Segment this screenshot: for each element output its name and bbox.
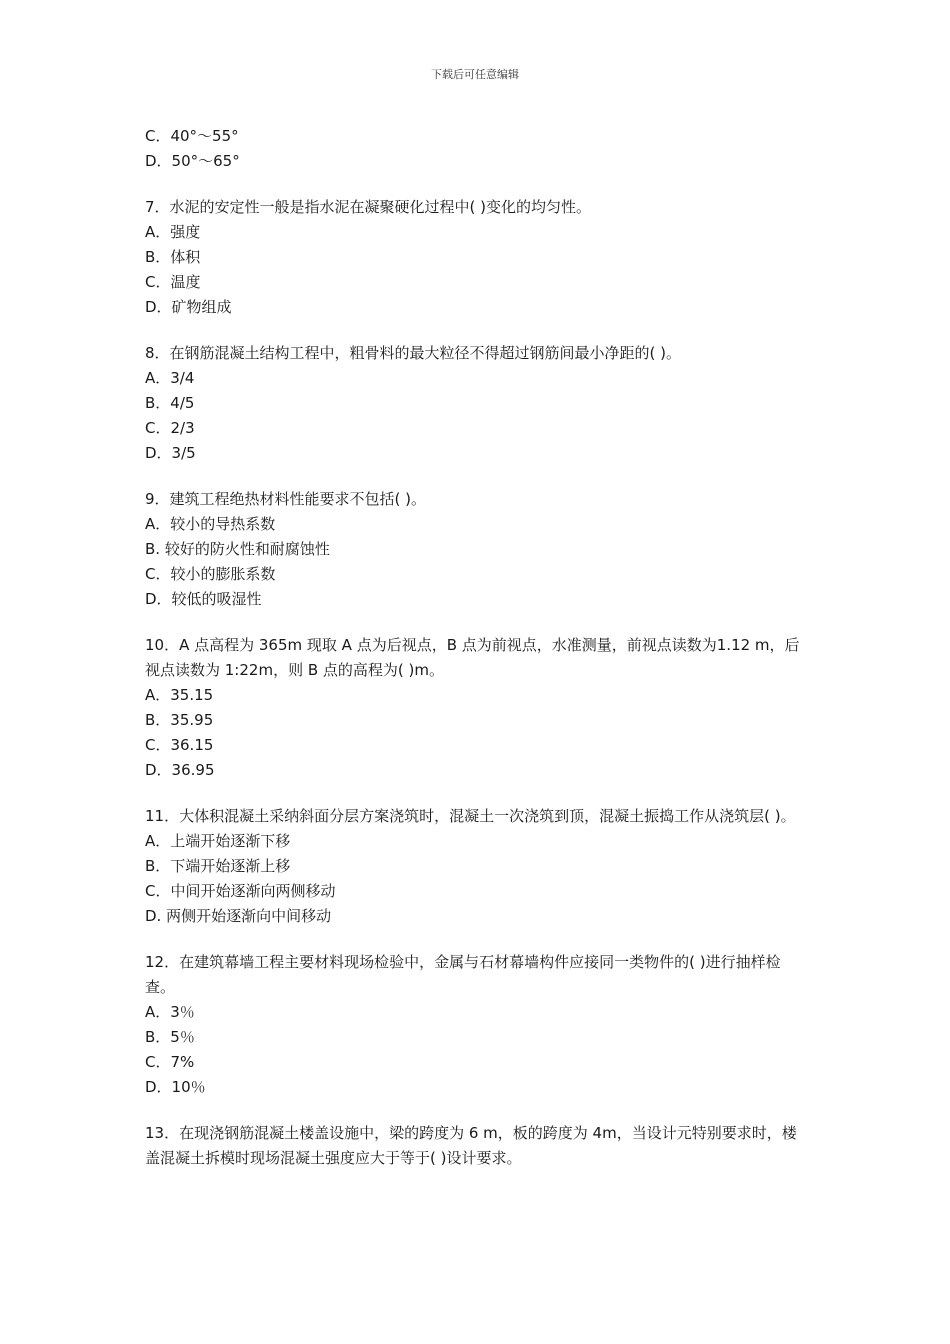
page-header: 下载后可任意编辑: [431, 68, 519, 81]
option-b: B．体积: [145, 248, 201, 266]
option-b: B．下端开始逐渐上移: [145, 857, 291, 875]
question-8: [145, 341, 810, 466]
option-c: C．7%: [145, 1053, 195, 1071]
option-c: C．温度: [145, 273, 201, 291]
option-b: B. 较好的防火性和耐腐蚀性: [145, 540, 330, 558]
question-stem: 9．建筑工程绝热材料性能要求不包括( )。: [145, 490, 427, 508]
question-9: [145, 487, 810, 612]
option-d: D．50°～65°: [145, 152, 240, 170]
question-7: [145, 195, 810, 320]
option-a: A．3/4: [145, 369, 195, 387]
question-stem: 10．A 点高程为 365m 现取 A 点为后视点，B 点为前视点，水准测量，前视点读数为1.12 m，后视点读数为 1:22m，则 B 点的高程为( )m。: [145, 636, 800, 679]
option-a: A．35.15: [145, 686, 214, 704]
question-11: [145, 804, 810, 929]
question-stem: 8．在钢筋混凝土结构工程中，粗骨料的最大粒径不得超过钢筋间最小净距的( )。: [145, 344, 682, 362]
option-c: C．36.15: [145, 736, 214, 754]
option-b: B．5％: [145, 1028, 195, 1046]
option-b: B．4/5: [145, 394, 195, 412]
option-c: C．2/3: [145, 419, 195, 437]
question-10: [145, 633, 810, 783]
option-d: D．矿物组成: [145, 298, 232, 316]
option-c: C．40°～55°: [145, 127, 239, 145]
document-body: [145, 124, 810, 1192]
option-d: D．较低的吸湿性: [145, 590, 262, 608]
option-d: D．36.95: [145, 761, 215, 779]
question-12: [145, 950, 810, 1100]
option-a: A．上端开始逐渐下移: [145, 832, 291, 850]
option-a: A．较小的导热系数: [145, 515, 276, 533]
option-c: C．中间开始逐渐向两侧移动: [145, 882, 336, 900]
option-c: C．较小的膨胀系数: [145, 565, 276, 583]
question-stem: 11．大体积混凝土采纳斜面分层方案浇筑时，混凝土一次浇筑到顶，混凝土振捣工作从浇筑层( )。: [145, 807, 796, 825]
option-a: A．3％: [145, 1003, 195, 1021]
question-stem: 7．水泥的安定性一般是指水泥在凝聚硬化过程中( )变化的均匀性。: [145, 198, 592, 216]
option-d: D．10％: [145, 1078, 206, 1096]
question-stem: 13．在现浇钢筋混凝土楼盖设施中，梁的跨度为 6 m，板的跨度为 4m，当设计元特别要求时，楼盖混凝土拆模时现场混凝土强度应大于等于( )设计要求。: [145, 1124, 797, 1167]
option-b: B．35.95: [145, 711, 214, 729]
question-stem: 12．在建筑幕墙工程主要材料现场检验中，金属与石材幕墙构件应接同一类物件的( )进行抽样检查。: [145, 953, 781, 996]
option-a: A．强度: [145, 223, 201, 241]
question-6-continued: [145, 124, 810, 174]
option-d: D. 两侧开始逐渐向中间移动: [145, 907, 332, 925]
option-d: D．3/5: [145, 444, 196, 462]
question-13: [145, 1121, 810, 1171]
